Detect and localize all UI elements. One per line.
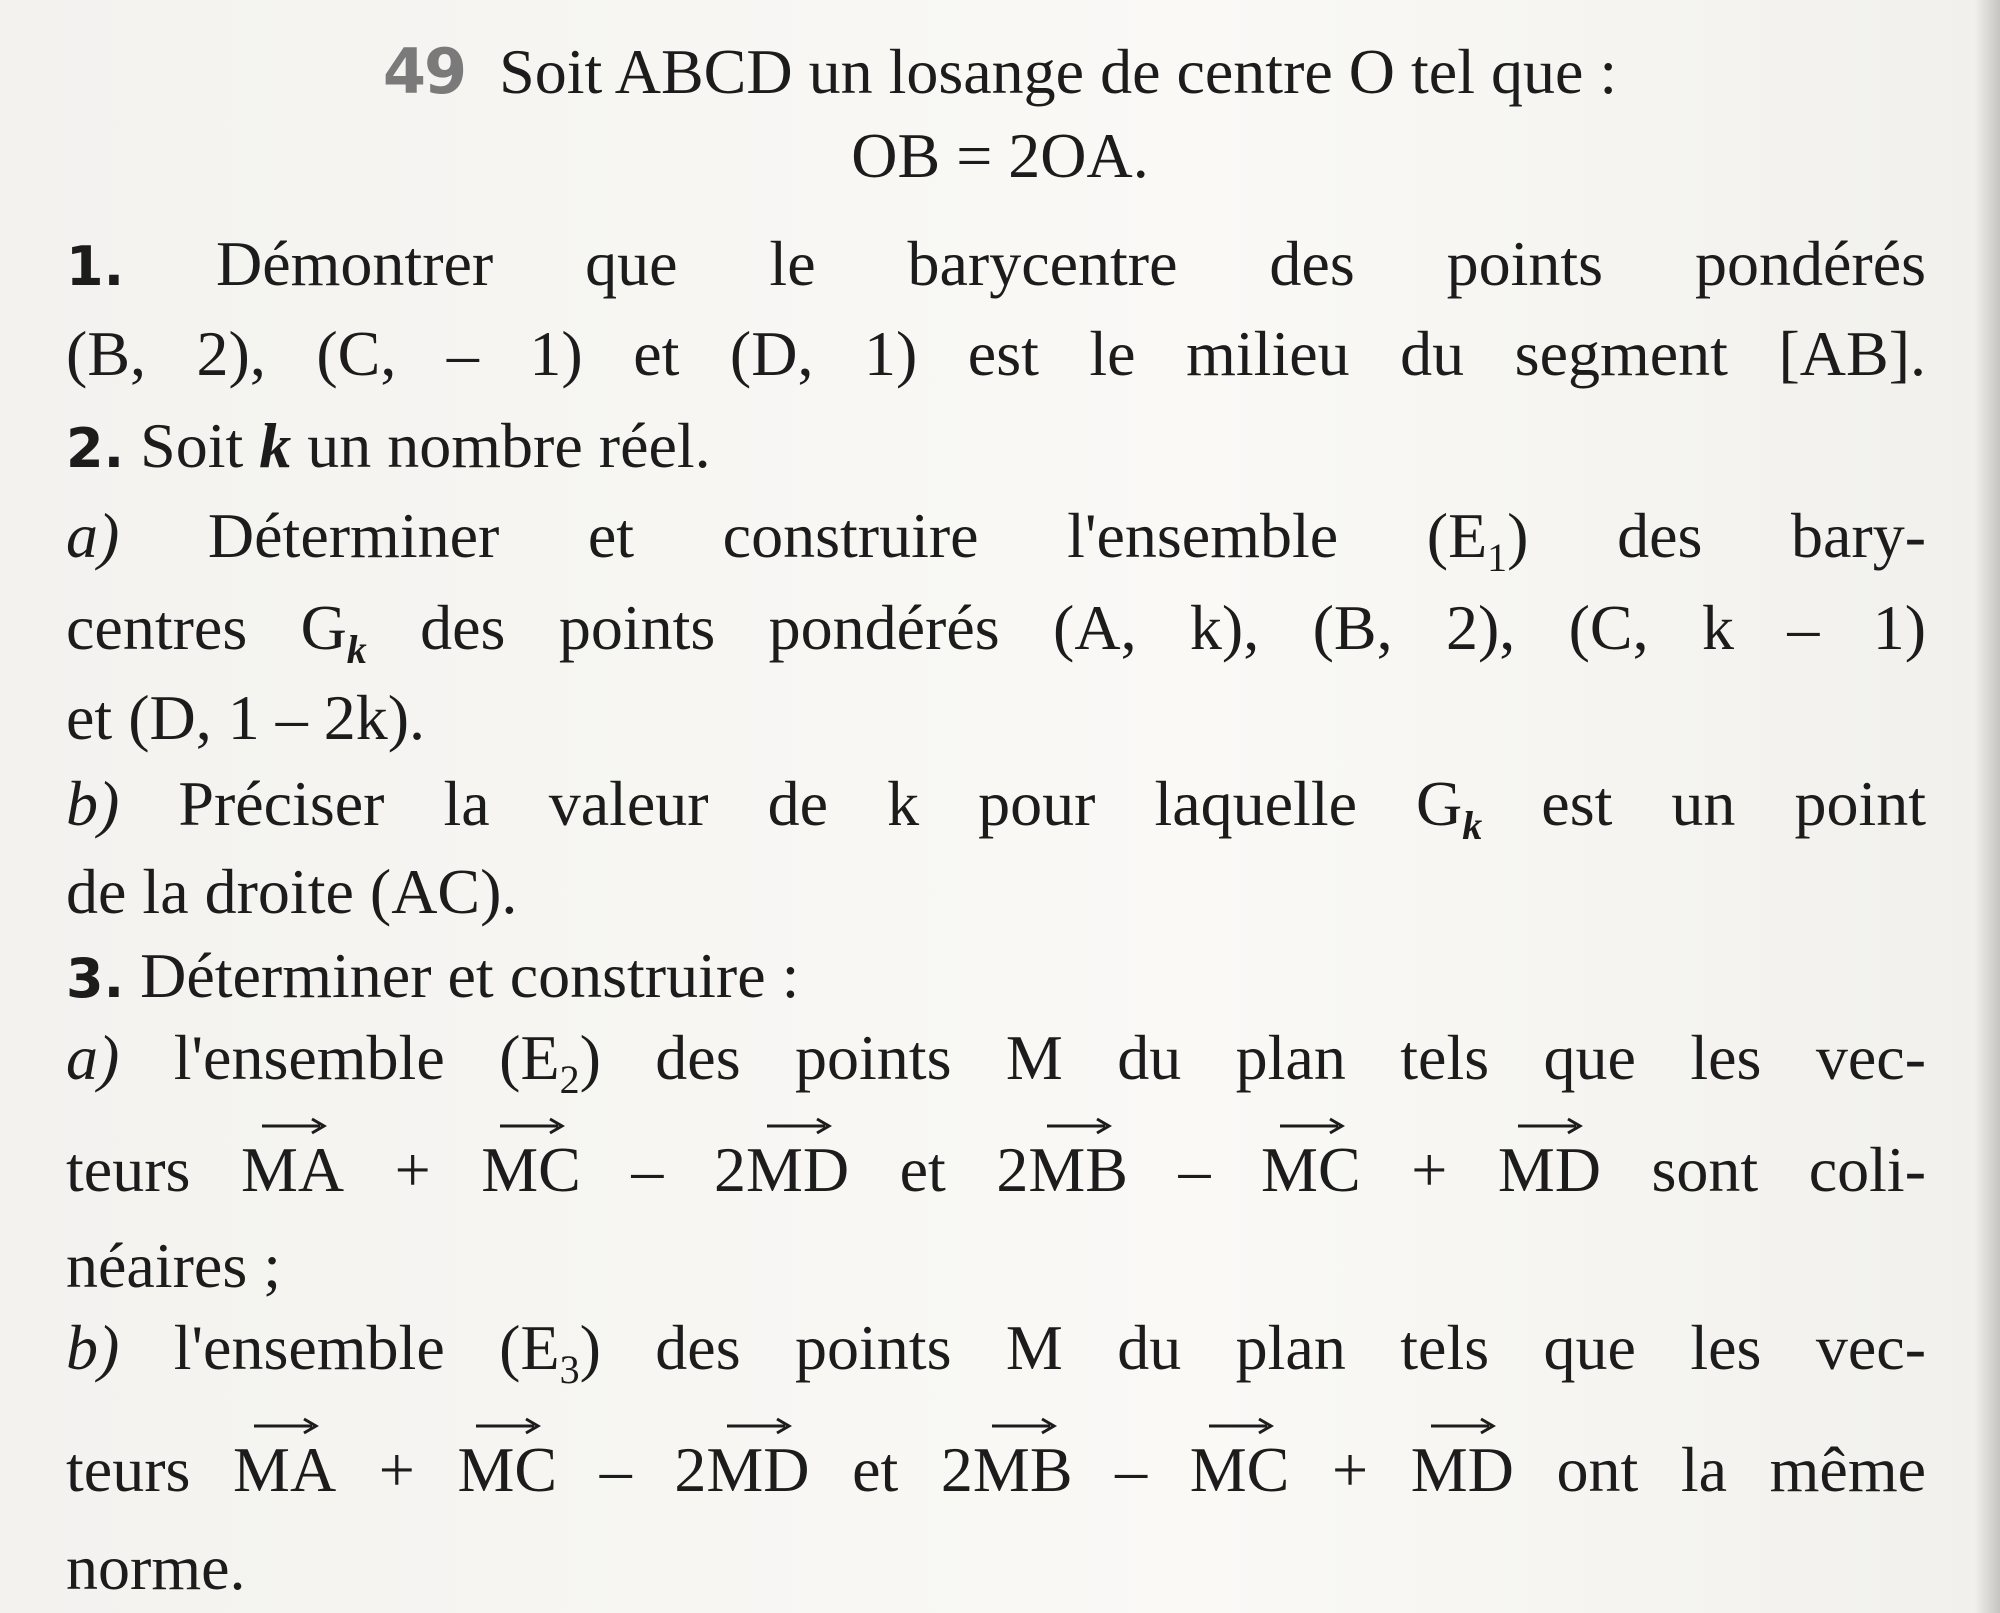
vec-ma-text: MA — [240, 1134, 345, 1205]
q2a-line-1 — [66, 500, 1927, 580]
vector-arrow-icon — [258, 1114, 328, 1134]
q3a-l1-pre: l'ensemble (E — [173, 1022, 560, 1093]
q3b-label: b) — [66, 1312, 120, 1383]
vec-mb-text: MB — [1028, 1134, 1128, 1205]
vec-mb-text: MB — [972, 1434, 1073, 1505]
q3a-label: a) — [66, 1022, 120, 1093]
coef-two: 2 — [940, 1434, 973, 1505]
q3a-line-1 — [66, 1022, 1927, 1102]
vector-md — [706, 1434, 810, 1505]
q3a-l1-post: ) des points M du plan tels que les vec- — [579, 1022, 1927, 1093]
op-minus: – — [599, 1434, 632, 1505]
q2a-l2-post: des points pondérés (A, k), (B, 2), (C, k – 1) — [366, 592, 1927, 663]
vec-md-text: MD — [1497, 1134, 1601, 1205]
vector-mc — [1261, 1134, 1361, 1205]
q2-number: 2. — [66, 417, 125, 480]
op-plus: + — [1331, 1434, 1369, 1505]
vector-md — [1497, 1134, 1601, 1205]
vector-arrow-icon — [496, 1114, 566, 1134]
q2b-label: b) — [66, 768, 120, 839]
q1-line-1 — [66, 228, 1927, 299]
vector-ma — [233, 1434, 337, 1505]
exercise-number: 49 — [382, 35, 466, 108]
q3b-norme-phrase: ont la même — [1556, 1434, 1927, 1505]
vector-arrow-icon — [1276, 1114, 1346, 1134]
q2b-l1-sub: k — [1462, 803, 1483, 848]
q3a-teurs: teurs — [66, 1134, 191, 1205]
q3b-teurs: teurs — [66, 1434, 191, 1505]
exercise-intro: Soit ABCD un losange de centre O tel que : — [499, 36, 1618, 107]
q1-number: 1. — [66, 235, 125, 298]
vector-mc — [481, 1134, 581, 1205]
q1-line-2: (B, 2), (C, – 1) et (D, 1) est le milieu du segment [AB]. — [66, 318, 1926, 389]
exercise-header — [0, 35, 2000, 108]
vector-arrow-icon — [988, 1414, 1058, 1434]
q2b-line-2: de la droite (AC). — [66, 856, 518, 927]
vector-arrow-icon — [1427, 1414, 1497, 1434]
vec-mc-text: MC — [1261, 1134, 1361, 1205]
op-plus: + — [1411, 1134, 1448, 1205]
vector-mc — [457, 1434, 558, 1505]
op-minus: – — [631, 1134, 664, 1205]
vector-arrow-icon — [1514, 1114, 1584, 1134]
vec-md-text: MD — [706, 1434, 810, 1505]
vector-ma — [240, 1134, 345, 1205]
vec-md-text: MD — [1410, 1434, 1514, 1505]
q2a-line-3: et (D, 1 – 2k). — [66, 682, 426, 753]
q3a-line-3: néaires ; — [66, 1230, 281, 1301]
q2a-line-2 — [66, 592, 1927, 672]
q2-soit: Soit — [140, 410, 244, 481]
coef-two: 2 — [996, 1134, 1029, 1205]
vec-mc-text: MC — [481, 1134, 581, 1205]
q2a-l2-sub: k — [346, 627, 367, 672]
q3b-line-1 — [66, 1312, 1927, 1392]
q2b-l1-post: est un point — [1482, 768, 1927, 839]
q2-k: k — [259, 410, 292, 481]
q2-line-1 — [66, 410, 711, 481]
q2b-l1-pre: Préciser la valeur de k pour laquelle G — [178, 768, 1463, 839]
q2a-l1-sub: 1 — [1487, 535, 1508, 580]
vector-arrow-icon — [763, 1114, 833, 1134]
vector-arrow-icon — [250, 1414, 320, 1434]
q3b-l1-pre: l'ensemble (E — [173, 1312, 560, 1383]
q3-intro: Déterminer et construire : — [140, 940, 800, 1011]
vector-arrow-icon — [723, 1414, 793, 1434]
exercise-equation: OB = 2OA. — [851, 120, 1149, 191]
q3a-line-2 — [66, 1134, 1927, 1205]
q3b-l1-sub: 3 — [559, 1347, 580, 1392]
vec-md-text: MD — [745, 1134, 850, 1205]
q3b-line-2 — [66, 1434, 1927, 1505]
q2a-l1-post: ) des bary- — [1507, 500, 1927, 571]
vector-md — [745, 1134, 850, 1205]
vector-mc — [1189, 1434, 1290, 1505]
q3b-l1-post: ) des points M du plan tels que les vec- — [579, 1312, 1927, 1383]
q2a-l2-pre: centres G — [66, 592, 347, 663]
q3b-et: et — [852, 1434, 899, 1505]
vec-ma-text: MA — [233, 1434, 337, 1505]
q3-number: 3. — [66, 947, 125, 1010]
coef-two: 2 — [713, 1134, 746, 1205]
q3a-coli: sont coli- — [1651, 1134, 1927, 1205]
vector-mb — [972, 1434, 1073, 1505]
vec-mc-text: MC — [1189, 1434, 1290, 1505]
vector-md — [1410, 1434, 1514, 1505]
vector-arrow-icon — [1205, 1414, 1275, 1434]
op-minus: – — [1178, 1134, 1211, 1205]
q1-text-a: Démontrer que le barycentre des points pondérés — [216, 228, 1927, 299]
q2b-line-1 — [66, 768, 1927, 848]
q2a-label: a) — [66, 500, 120, 571]
q3b-line-3: norme. — [66, 1532, 246, 1603]
q2a-l1-pre: Déterminer et construire l'ensemble (E — [207, 500, 1488, 571]
q3-line-1 — [66, 940, 800, 1011]
vector-mb — [1028, 1134, 1128, 1205]
op-plus: + — [378, 1434, 415, 1505]
vec-mc-text: MC — [457, 1434, 558, 1505]
q3a-l1-sub: 2 — [559, 1057, 580, 1102]
coef-two: 2 — [674, 1434, 707, 1505]
vector-arrow-icon — [1043, 1114, 1113, 1134]
op-plus: + — [394, 1134, 431, 1205]
vector-arrow-icon — [472, 1414, 542, 1434]
q2-rest: un nombre réel. — [307, 410, 711, 481]
q3a-et: et — [899, 1134, 946, 1205]
op-minus: – — [1115, 1434, 1148, 1505]
